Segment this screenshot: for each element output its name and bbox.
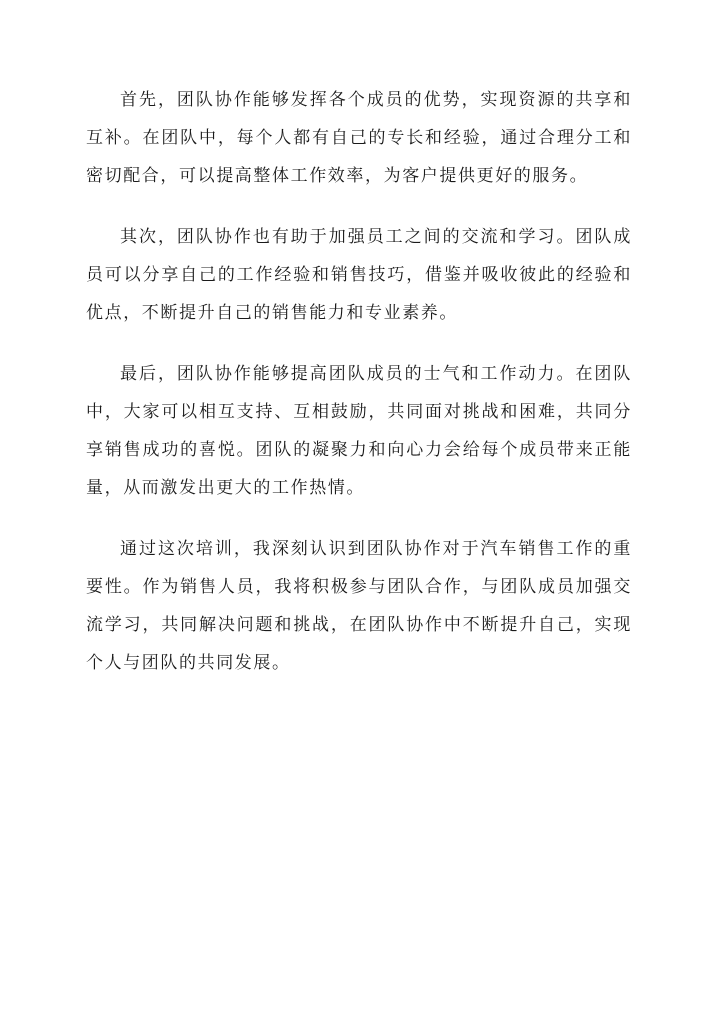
paragraph-1: 首先，团队协作能够发挥各个成员的优势，实现资源的共享和互补。在团队中，每个人都有自己的专长和经验，通过合理分工和密切配合，可以提高整体工作效率，为客户提供更好的服务。 bbox=[86, 90, 632, 186]
document-body bbox=[86, 81, 632, 705]
paragraph-2: 其次，团队协作也有助于加强员工之间的交流和学习。团队成员可以分享自己的工作经验和销售技巧，借鉴并吸收彼此的经验和优点，不断提升自己的销售能力和专业素养。 bbox=[86, 227, 632, 323]
paragraph-4: 通过这次培训，我深刻认识到团队协作对于汽车销售工作的重要性。作为销售人员，我将积极参与团队合作，与团队成员加强交流学习，共同解决问题和挑战，在团队协作中不断提升自己，实现个人与团队的共同发展。 bbox=[86, 539, 632, 673]
paragraph-3: 最后，团队协作能够提高团队成员的士气和工作动力。在团队中，大家可以相互支持、互相鼓励，共同面对挑战和困难，共同分享销售成功的喜悦。团队的凝聚力和向心力会给每个成员带来正能量，从而激发出更大的工作热情。 bbox=[86, 364, 632, 498]
